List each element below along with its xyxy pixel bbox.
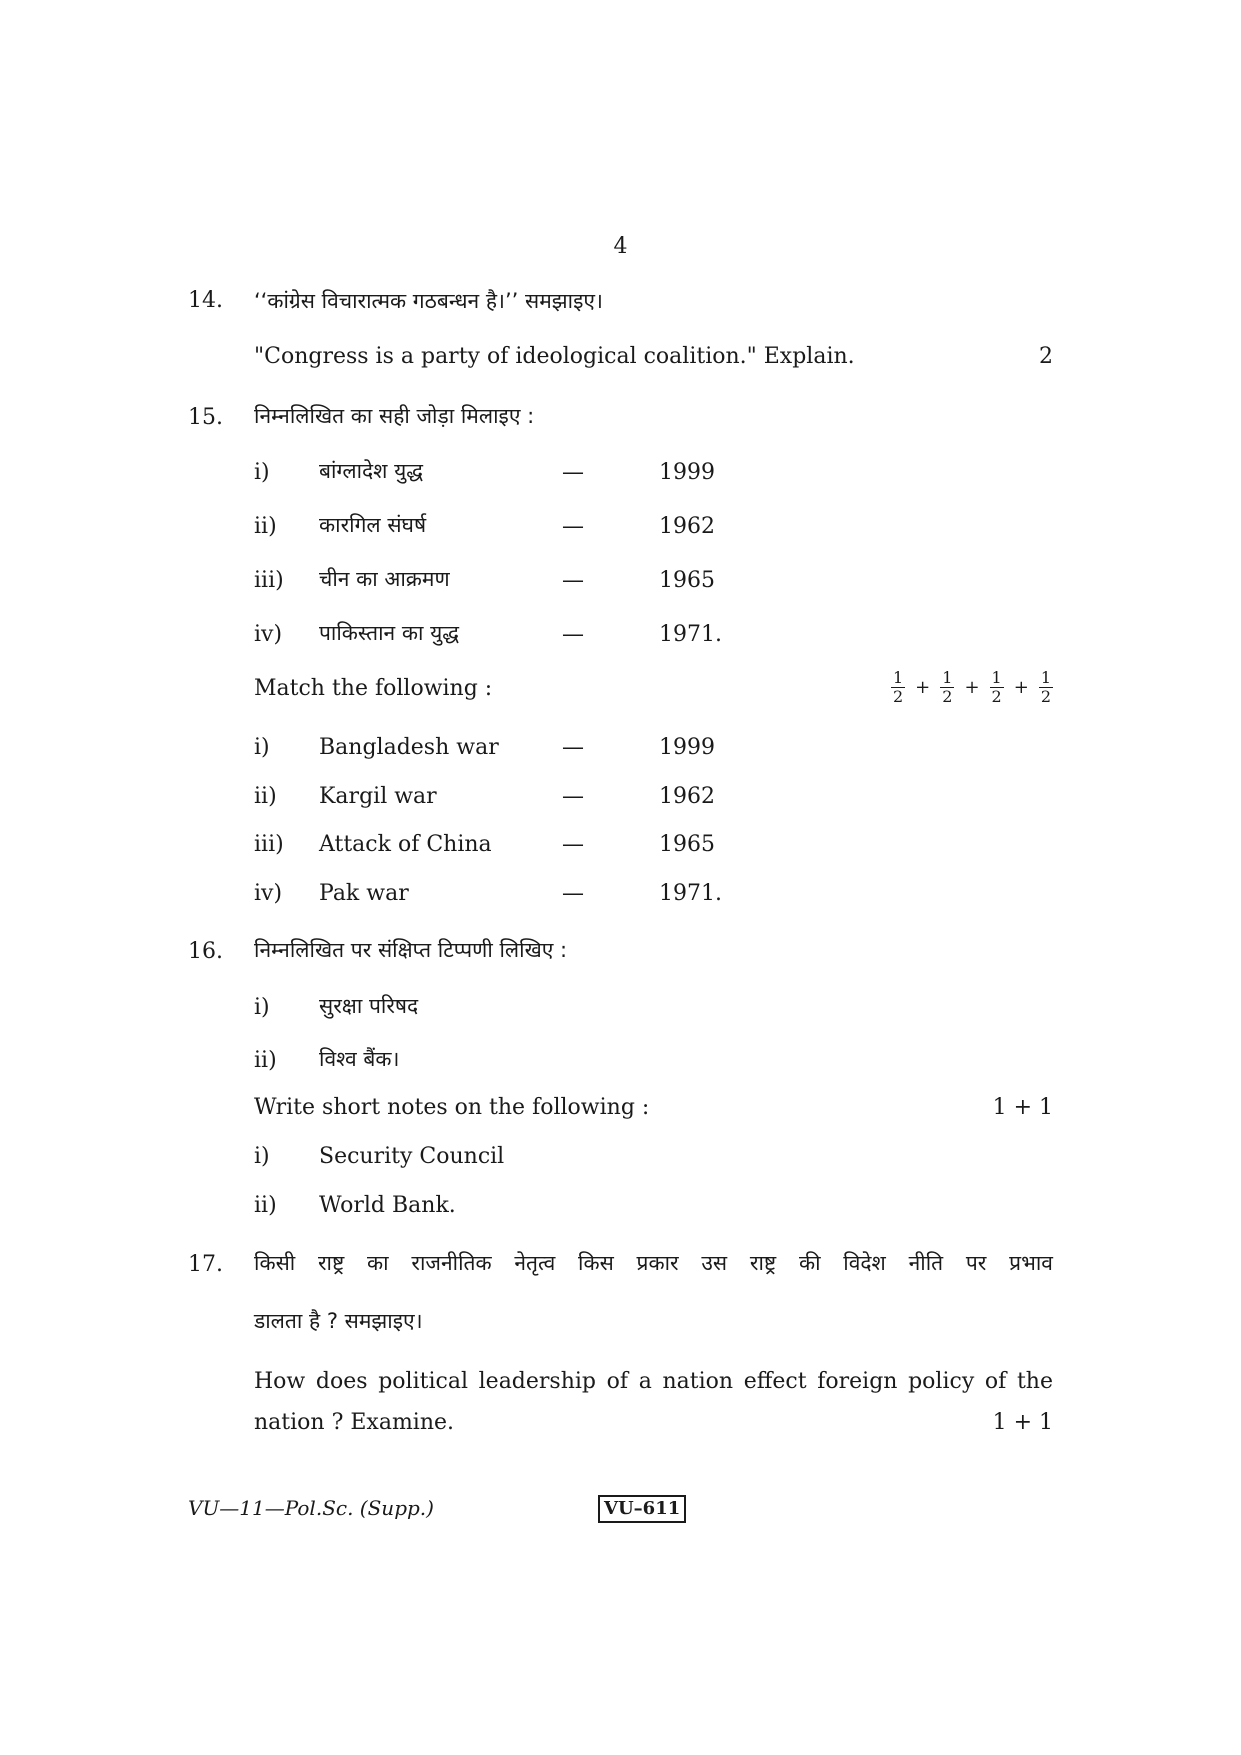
- question-15-marks: [891, 669, 1053, 706]
- fraction-half: $\frac{1}{2}$: [991, 668, 1002, 706]
- plus-sign: +: [1013, 677, 1029, 698]
- list-item-text: चीन का आक्रमण: [319, 567, 450, 591]
- list-item-text: World Bank.: [319, 1193, 456, 1218]
- list-item-dash: —: [562, 514, 584, 539]
- list-item-roman: iv): [254, 881, 283, 906]
- list-item-year: 1965: [659, 568, 715, 593]
- fraction-half: $\frac{1}{2}$: [942, 668, 953, 706]
- list-item-roman: ii): [254, 514, 277, 539]
- plus-sign: +: [915, 677, 931, 698]
- question-16-number: 16.: [188, 939, 223, 964]
- question-16-marks: 1 + 1: [992, 1095, 1053, 1120]
- fraction-half: $\frac{1}{2}$: [1040, 668, 1051, 706]
- page-number: 4: [613, 234, 628, 259]
- list-item-text: Pak war: [319, 881, 409, 906]
- list-item-year: 1962: [659, 784, 715, 809]
- list-item-text: बांग्लादेश युद्ध: [319, 459, 424, 483]
- footer-paper-code: VU–611: [598, 1495, 686, 1523]
- list-item-roman: i): [254, 460, 270, 485]
- list-item-roman: i): [254, 995, 270, 1020]
- list-item-dash: —: [562, 460, 584, 485]
- list-item-year: 1999: [659, 735, 715, 760]
- list-item-roman: iv): [254, 622, 283, 647]
- question-15-number: 15.: [188, 405, 223, 430]
- list-item-dash: —: [562, 832, 584, 857]
- question-15-hindi-prompt: निम्नलिखित का सही जोड़ा मिलाइए :: [254, 404, 535, 428]
- list-item-text: पाकिस्तान का युद्ध: [319, 621, 460, 645]
- list-item-text: विश्व बैंक।: [319, 1047, 400, 1071]
- list-item-text: Bangladesh war: [319, 735, 499, 760]
- footer-subject-code: VU—11—Pol.Sc. (Supp.): [188, 1496, 434, 1520]
- question-14-marks: 2: [1039, 344, 1053, 369]
- list-item-roman: i): [254, 1144, 270, 1169]
- list-item-year: 1962: [659, 514, 715, 539]
- question-14-number: 14.: [188, 288, 223, 313]
- list-item-text: Security Council: [319, 1144, 505, 1169]
- question-16-hindi-prompt: निम्नलिखित पर संक्षिप्त टिप्पणी लिखिए :: [254, 938, 568, 962]
- list-item-dash: —: [562, 622, 584, 647]
- list-item-year: 1999: [659, 460, 715, 485]
- list-item-roman: iii): [254, 568, 284, 593]
- list-item-text: Kargil war: [319, 784, 437, 809]
- plus-sign: +: [964, 677, 980, 698]
- list-item-dash: —: [562, 784, 584, 809]
- question-17-marks: 1 + 1: [992, 1410, 1053, 1435]
- question-17-english-line-2: nation ? Examine.: [254, 1410, 455, 1435]
- question-14-english: "Congress is a party of ideological coalition." Explain.: [254, 344, 855, 369]
- question-17-number: 17.: [188, 1252, 223, 1277]
- list-item-year: 1965: [659, 832, 715, 857]
- question-17-hindi-line-1: किसी राष्ट्र का राजनीतिक नेतृत्व किस प्रकार उस राष्ट्र की विदेश नीति पर प्रभाव: [254, 1251, 1053, 1275]
- question-14-hindi: ‘‘कांग्रेस विचारात्मक गठबन्धन है।’’ समझाइए।: [254, 289, 603, 313]
- fraction-half: $\frac{1}{2}$: [892, 668, 904, 706]
- list-item-dash: —: [562, 735, 584, 760]
- list-item-roman: ii): [254, 1048, 277, 1073]
- list-item-roman: iii): [254, 832, 284, 857]
- list-item-year: 1971.: [659, 881, 722, 906]
- list-item-text: सुरक्षा परिषद: [319, 994, 419, 1018]
- question-17-english-line-1: How does political leadership of a nation effect foreign policy of the: [254, 1369, 1053, 1394]
- list-item-roman: ii): [254, 784, 277, 809]
- question-16-english-prompt: Write short notes on the following :: [254, 1095, 650, 1120]
- list-item-dash: —: [562, 881, 584, 906]
- list-item-text: कारगिल संघर्ष: [319, 513, 427, 537]
- question-15-english-prompt: Match the following :: [254, 676, 493, 701]
- list-item-text: Attack of China: [319, 832, 492, 857]
- list-item-dash: —: [562, 568, 584, 593]
- list-item-roman: ii): [254, 1193, 277, 1218]
- list-item-year: 1971.: [659, 622, 722, 647]
- list-item-roman: i): [254, 735, 270, 760]
- question-17-hindi-line-2: डालता है ? समझाइए।: [254, 1309, 423, 1333]
